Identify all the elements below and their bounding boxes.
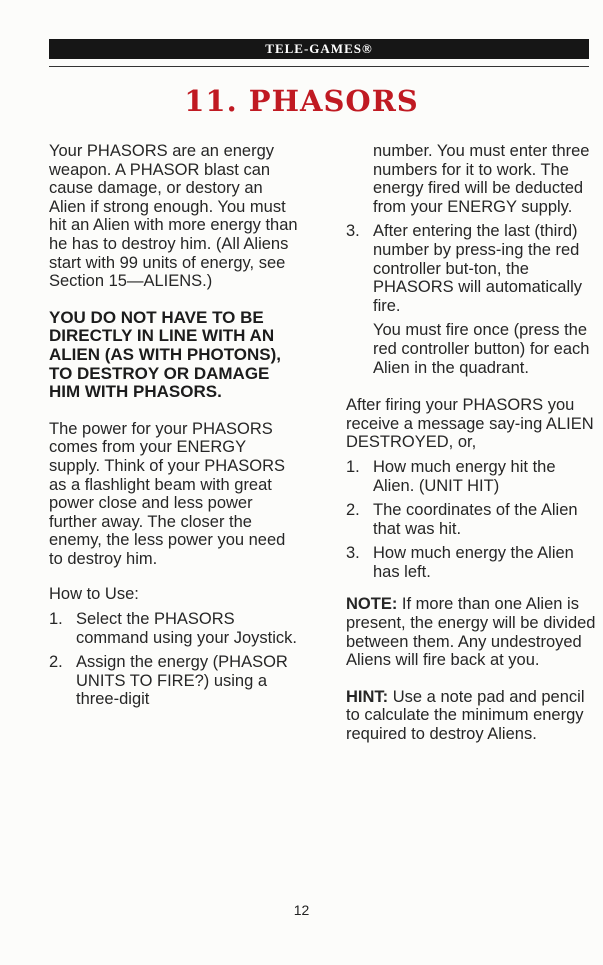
list-item bbox=[346, 501, 596, 538]
list-item bbox=[49, 610, 299, 647]
hint-label: HINT: bbox=[346, 687, 389, 706]
result-number: 1. bbox=[346, 457, 360, 476]
page-number: 12 bbox=[293, 902, 310, 918]
step-number: 2. bbox=[49, 653, 63, 672]
step-text: Select the PHASORS command using your Joystick. bbox=[76, 610, 298, 647]
intro-paragraph: Your PHASORS are an energy weapon. A PHASOR blast can cause damage, or destory an Alien if strong enough. You must hit an Alien with more energy than he has to destroy him. (All Aliens start with 99 units of energy, see Section 15—ALIENS.) bbox=[49, 142, 298, 291]
list-item bbox=[346, 458, 596, 495]
result-list bbox=[346, 458, 596, 582]
how-to-heading: How to Use: bbox=[49, 585, 139, 604]
hint-text: Use a note pad and pencil to calculate the minimum energy required to destroy Aliens. bbox=[346, 687, 585, 744]
section-title: 11. PHASORS bbox=[184, 84, 419, 118]
step-text: After entering the last (third) number by press-ing the red controller but-ton, the PHASORS will automatically fire. bbox=[373, 222, 583, 315]
list-item bbox=[49, 653, 299, 709]
step-number: 3. bbox=[346, 222, 360, 241]
step-note: You must fire once (press the red controller button) for each Alien in the quadrant. bbox=[373, 321, 590, 377]
left-column bbox=[49, 142, 299, 715]
brand-label: TELE-GAMES® bbox=[265, 41, 373, 56]
note-text: If more than one Alien is present, the energy will be divided between them. Any undestroyed Aliens will fire back at you. bbox=[346, 595, 596, 670]
brand-header-bar bbox=[49, 39, 589, 59]
step-number: 1. bbox=[49, 610, 63, 629]
step-continuation: number. You must enter three numbers for it to work. The energy fired will be deducted from your ENERGY supply. bbox=[373, 142, 590, 216]
result-text: The coordinates of the Alien that was hit. bbox=[373, 501, 578, 538]
right-column bbox=[346, 142, 596, 744]
list-item bbox=[346, 222, 596, 315]
after-firing-paragraph: After firing your PHASORS you receive a message say-ing ALIEN DESTROYED, or, bbox=[346, 396, 594, 452]
note-paragraph bbox=[346, 595, 596, 669]
result-text: How much energy hit the Alien. (UNIT HIT) bbox=[373, 457, 556, 495]
step-text: Assign the energy (PHASOR UNITS TO FIRE?) using a three-digit bbox=[76, 653, 288, 709]
hint-paragraph bbox=[346, 688, 596, 744]
how-to-steps bbox=[49, 610, 299, 709]
header-divider bbox=[49, 66, 589, 67]
list-item bbox=[346, 544, 596, 581]
result-number: 2. bbox=[346, 501, 360, 520]
emphasis-paragraph: YOU DO NOT HAVE TO BE DIRECTLY IN LINE WITH AN ALIEN (AS WITH PHOTONS), TO DESTROY OR DAMAGE HIM WITH PHASORS. bbox=[49, 307, 282, 402]
note-label: NOTE: bbox=[346, 595, 398, 614]
result-number: 3. bbox=[346, 544, 360, 563]
power-paragraph: The power for your PHASORS comes from your ENERGY supply. Think of your PHASORS as a flashlight beam with great power close and less power further away. The closer the enemy, the less power you need to destroy him. bbox=[49, 419, 286, 568]
result-text: How much energy the Alien has left. bbox=[373, 544, 574, 581]
